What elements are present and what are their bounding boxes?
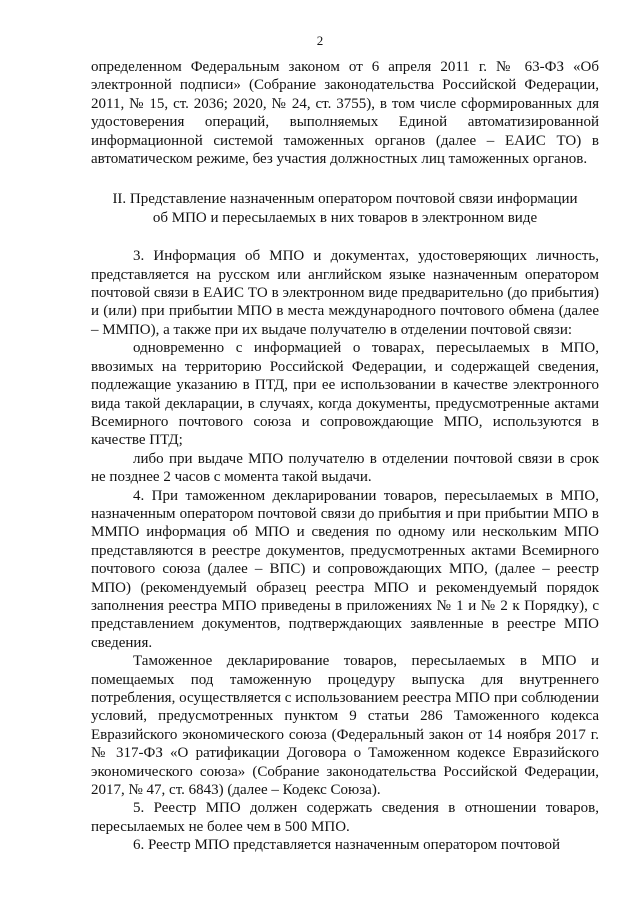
paragraph-item-5: 5. Реестр МПО должен содержать сведения в отношении товаров, пересылаемых не более чем в 500 МПО.: [91, 800, 599, 835]
paragraph-item-4: 4. При таможенном декларировании товаров, пересылаемых в МПО, назначенным оператором почтовой связи до прибытия и при прибытии МПО в ММПО информация об МПО и сведения по одному или нескольким МПО представляются в реестре документов, предусмотренных актами Всемирного почтового союза (далее – ВПС) и сопровождающих МПО, (далее – реестр МПО) (рекомендуемый образец реестра МПО и рекомендуемый порядок заполнения реестра МПО приведены в приложениях № 1 и № 2 к Порядку), с представлением документов, подтверждающих заявленные в реестре МПО сведения.: [91, 487, 599, 651]
page-number: 2: [316, 33, 324, 48]
paragraph-item-6: 6. Реестр МПО представляется назначенным оператором почтовой: [133, 837, 560, 854]
paragraph-item-3: 3. Информация об МПО и документах, удостоверяющих личность, представляется на русском или английском языке назначенным оператором почтовой связи в ЕАИС ТО в электронном виде предварительно (до прибытия) и (или) при прибытии МПО в места международного почтового обмена (далее – ММПО), а также при их выдаче получателю в отделении почтовой связи:: [91, 248, 599, 338]
section-heading: [91, 190, 599, 227]
section-heading-line-1: II. Представление назначенным оператором почтовой связи информации: [112, 191, 578, 208]
paragraph-item-3-sub-1: одновременно с информацией о товарах, пересылаемых в МПО, ввозимых на территорию Российской Федерации, и содержащей сведения, подлежащие указанию в ПТД, при ее использовании в качестве электронного вида такой декларации, в случаях, когда документы, предусмотренные актами Всемирного почтового союза и сопровождающие МПО, используются в качестве ПТД;: [91, 340, 599, 449]
document-body: [91, 58, 599, 855]
paragraph-item-4-sub-1: Таможенное декларирование товаров, пересылаемых в МПО и помещаемых под таможенную процедуру выпуска для внутреннего потребления, осуществляется с использованием реестра МПО при соблюдении условий, предусмотренных пунктом 9 статьи 286 Таможенного кодекса Евразийского экономического союза (Федеральный закон от 14 ноября 2017 г. № 317-ФЗ «О ратификации Договора о Таможенном кодексе Евразийского экономического союза» (Собрание законодательства Российской Федерации, 2017, № 47, ст. 6843) (далее – Кодекс Союза).: [91, 653, 599, 799]
paragraph-item-3-sub-2: либо при выдаче МПО получателю в отделении почтовой связи в срок не позднее 2 часов с момента такой выдачи.: [91, 450, 599, 486]
paragraph-continuation: определенном Федеральным законом от 6 апреля 2011 г. № 63-ФЗ «Об электронной подписи» (Собрание законодательства Российской Федерации, 2011, № 15, ст. 2036; 2020, № 24, ст. 3755), в том числе сформированных для удостоверения операций, выполняемых Единой автоматизированной информационной системой таможенных органов (далее – ЕАИС ТО) в автоматическом режиме, без участия должностных лиц таможенных органов.: [91, 59, 599, 168]
section-heading-line-2: об МПО и пересылаемых в них товаров в электронном виде: [152, 209, 538, 226]
